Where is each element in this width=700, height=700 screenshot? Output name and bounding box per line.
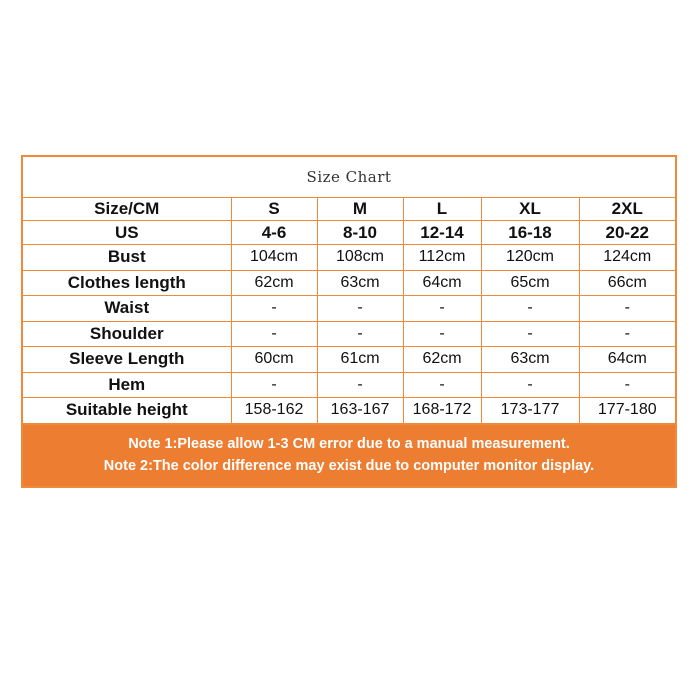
table-cell: 177-180	[579, 398, 675, 424]
table-cell: 60cm	[231, 347, 317, 373]
table-cell: 64cm	[403, 270, 481, 296]
size-chart	[21, 155, 677, 488]
table-row	[23, 270, 675, 296]
table-cell: -	[579, 296, 675, 322]
table-cell: 4-6	[231, 221, 317, 245]
row-label: Waist	[23, 296, 231, 322]
table-row	[23, 372, 675, 398]
row-label: Sleeve Length	[23, 347, 231, 373]
header-cell: M	[317, 198, 403, 221]
table-row	[23, 245, 675, 271]
row-label: Hem	[23, 372, 231, 398]
table-cell: 120cm	[481, 245, 579, 271]
table-cell: 124cm	[579, 245, 675, 271]
notes-banner	[23, 424, 675, 486]
table-cell: -	[481, 321, 579, 347]
table-row	[23, 296, 675, 322]
table-cell: 173-177	[481, 398, 579, 424]
table-cell: -	[579, 372, 675, 398]
header-cell: L	[403, 198, 481, 221]
size-table	[23, 198, 675, 424]
table-cell: -	[403, 372, 481, 398]
header-cell: XL	[481, 198, 579, 221]
table-row	[23, 347, 675, 373]
us-size-row	[23, 221, 675, 245]
table-cell: -	[317, 296, 403, 322]
header-cell: Size/CM	[23, 198, 231, 221]
table-cell: 108cm	[317, 245, 403, 271]
table-cell: 8-10	[317, 221, 403, 245]
header-row	[23, 198, 675, 221]
table-cell: -	[481, 372, 579, 398]
table-cell: 62cm	[231, 270, 317, 296]
table-cell: -	[231, 321, 317, 347]
table-cell: -	[403, 321, 481, 347]
table-cell: 168-172	[403, 398, 481, 424]
table-cell: -	[317, 372, 403, 398]
table-cell: -	[579, 321, 675, 347]
table-row	[23, 398, 675, 424]
table-cell: -	[317, 321, 403, 347]
table-cell: 20-22	[579, 221, 675, 245]
table-cell: 63cm	[481, 347, 579, 373]
header-cell: S	[231, 198, 317, 221]
table-cell: 16-18	[481, 221, 579, 245]
row-label: Shoulder	[23, 321, 231, 347]
row-label: US	[23, 221, 231, 245]
row-label: Clothes length	[23, 270, 231, 296]
table-cell: -	[231, 296, 317, 322]
note-line: Note 2:The color difference may exist due to computer monitor display.	[103, 458, 595, 474]
header-cell: 2XL	[579, 198, 675, 221]
note-line: Note 1:Please allow 1-3 CM error due to a manual measurement.	[128, 436, 570, 452]
table-cell: 163-167	[317, 398, 403, 424]
table-cell: 12-14	[403, 221, 481, 245]
table-cell: 158-162	[231, 398, 317, 424]
table-cell: 65cm	[481, 270, 579, 296]
chart-title: Size Chart	[23, 157, 675, 198]
table-cell: 64cm	[579, 347, 675, 373]
row-label: Bust	[23, 245, 231, 271]
row-label: Suitable height	[23, 398, 231, 424]
table-cell: -	[231, 372, 317, 398]
table-cell: 61cm	[317, 347, 403, 373]
table-cell: -	[481, 296, 579, 322]
table-cell: -	[403, 296, 481, 322]
table-cell: 66cm	[579, 270, 675, 296]
table-cell: 104cm	[231, 245, 317, 271]
table-row	[23, 321, 675, 347]
table-cell: 112cm	[403, 245, 481, 271]
table-cell: 63cm	[317, 270, 403, 296]
table-cell: 62cm	[403, 347, 481, 373]
